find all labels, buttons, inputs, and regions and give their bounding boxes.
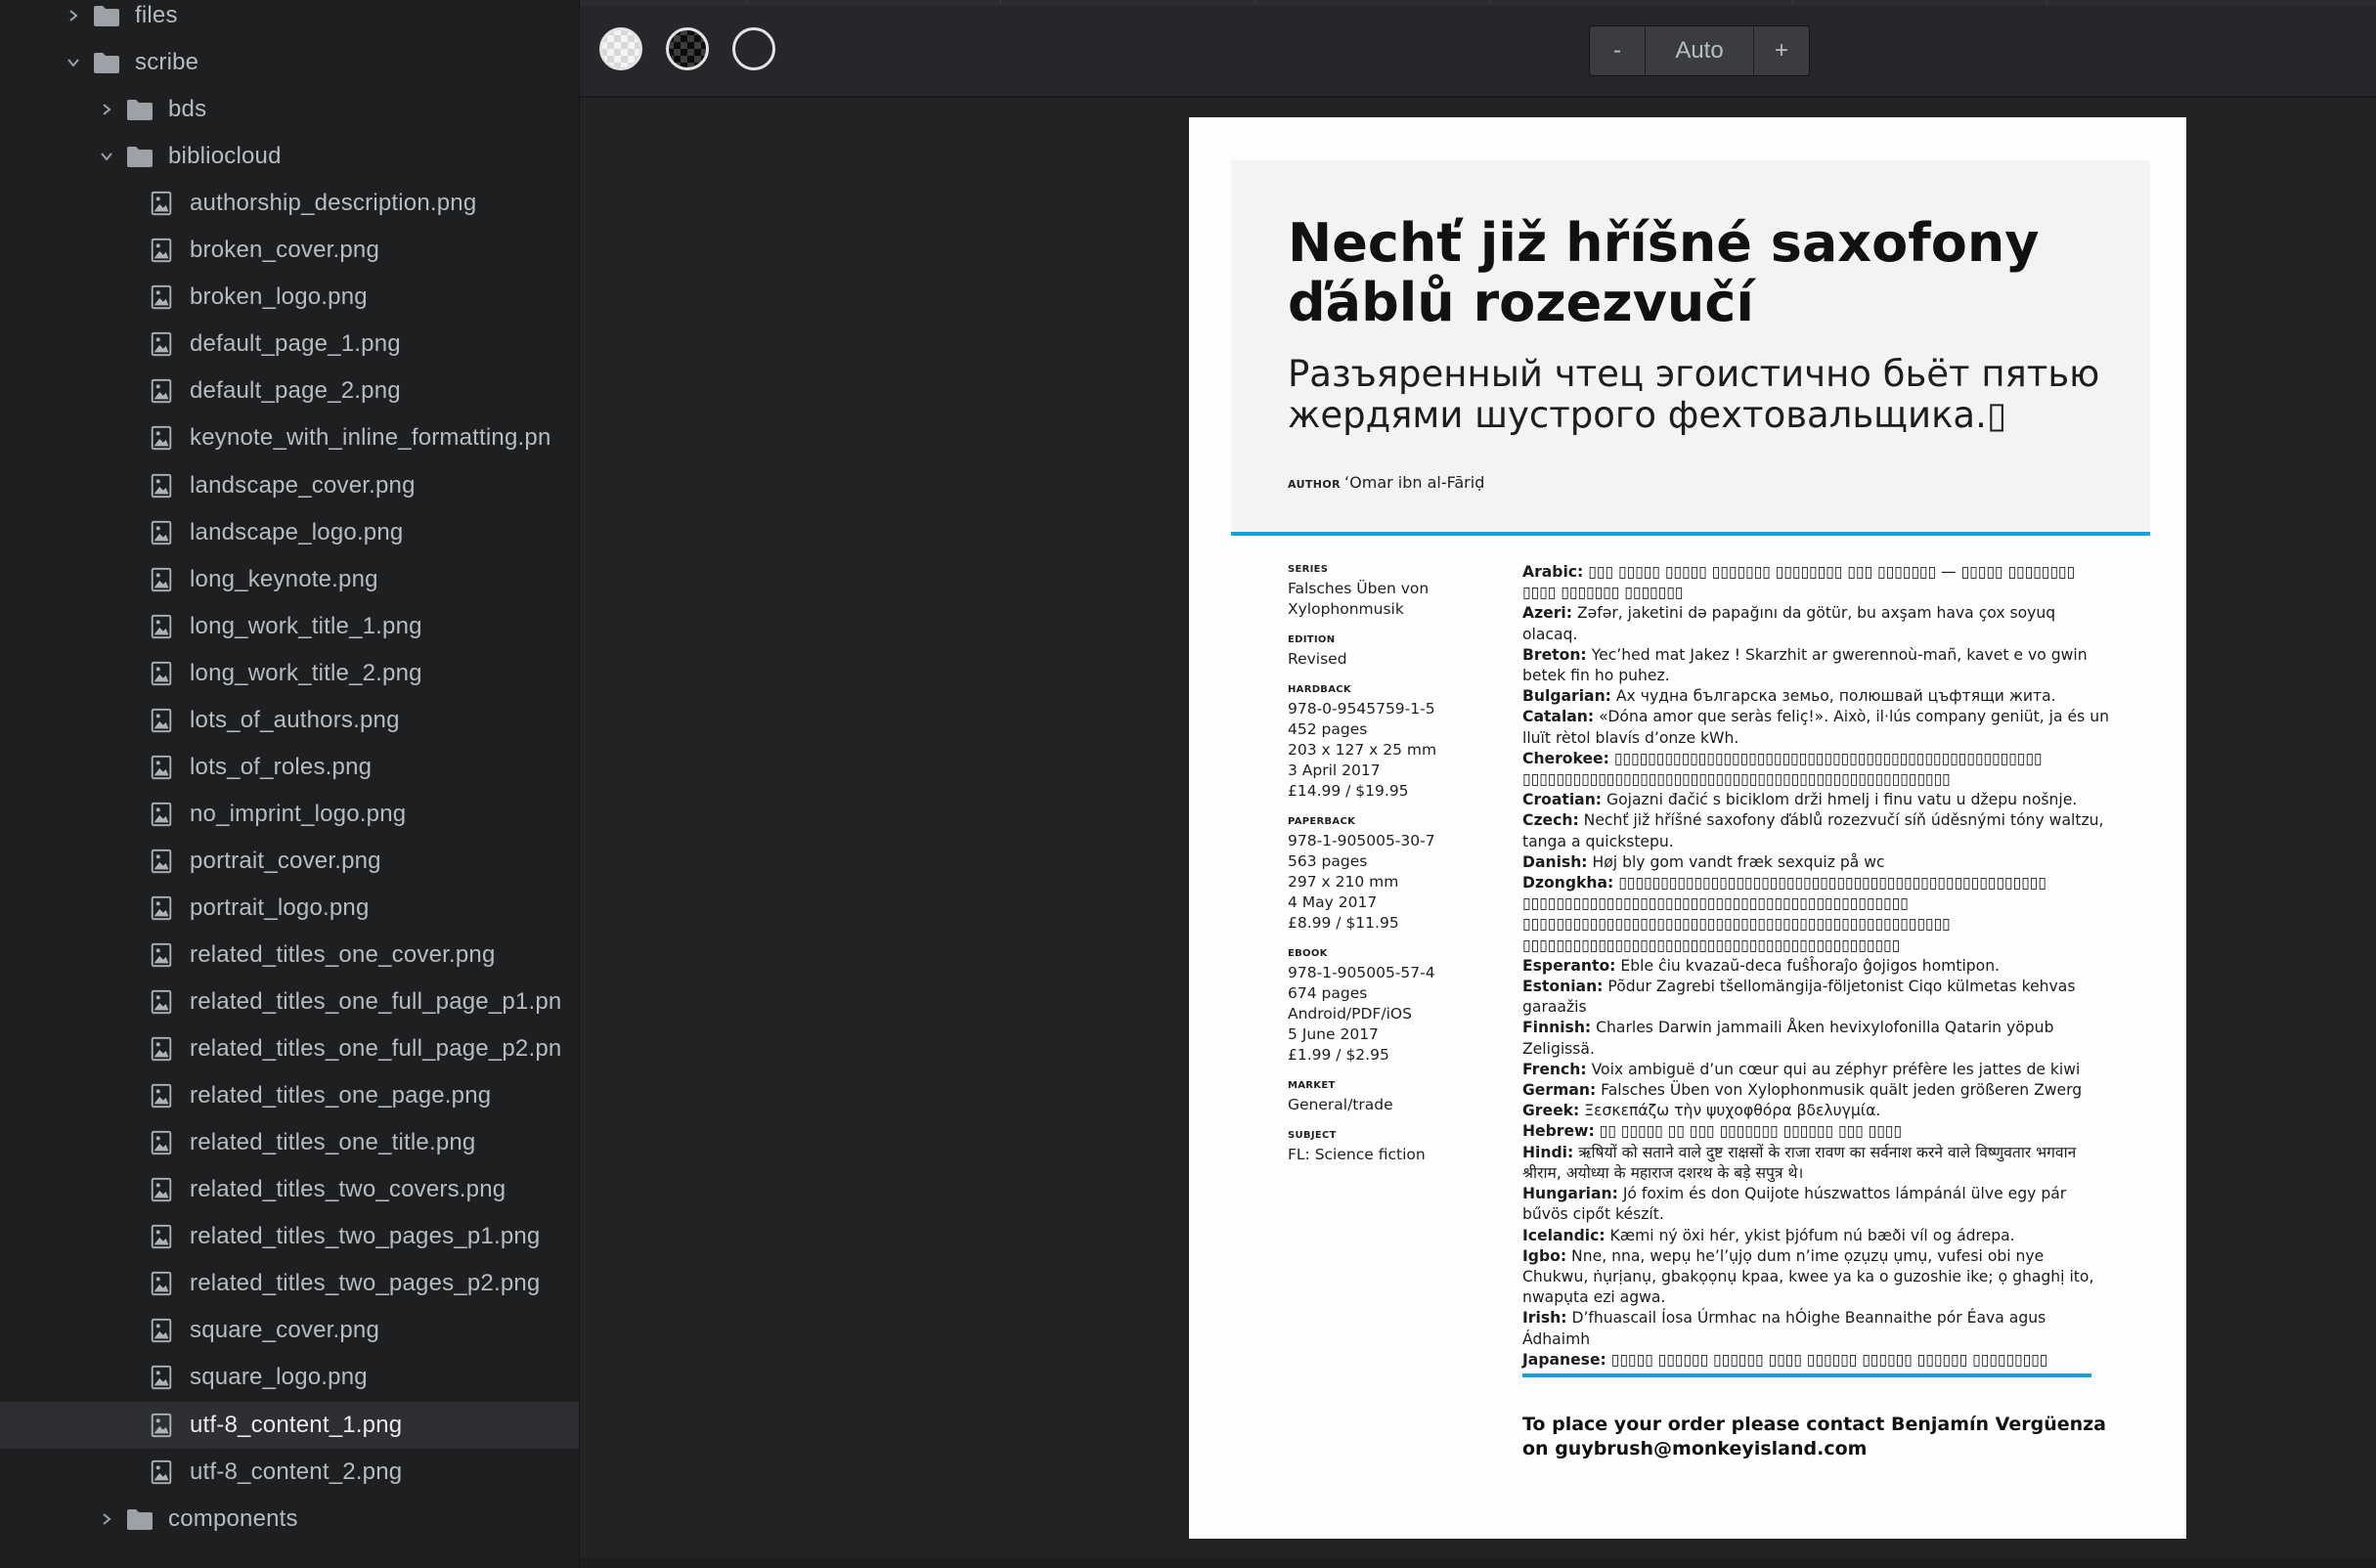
metadata-label: HARDBACK <box>1288 684 1351 695</box>
image-file-icon <box>147 1411 176 1440</box>
image-file-icon <box>147 893 176 923</box>
image-file-icon <box>147 753 176 782</box>
tree-item-label: square_logo.png <box>190 1364 368 1391</box>
author-line <box>1288 473 1484 492</box>
language-sample <box>1522 810 2109 851</box>
metadata-value: 563 pages <box>1288 852 1368 870</box>
language-name: Greek: <box>1522 1102 1580 1120</box>
chevron-right-icon[interactable] <box>65 4 82 27</box>
language-sample <box>1522 1226 2109 1246</box>
language-pangram: ▯▯▯▯▯▯▯▯▯▯▯▯▯▯▯▯▯▯▯▯▯▯▯▯▯▯▯▯▯▯▯▯▯▯▯▯▯▯▯▯▯▯▯▯▯▯▯▯▯▯▯ ▯▯▯▯▯▯▯▯▯▯▯▯▯▯▯▯▯▯▯▯▯▯▯▯▯▯▯▯▯▯▯▯▯▯▯▯▯▯▯▯▯▯▯▯▯▯ ▯▯▯▯▯▯▯▯▯▯▯▯▯▯▯▯▯▯▯▯▯▯▯▯▯▯▯▯▯▯▯▯▯▯▯▯▯▯▯▯▯▯▯▯▯▯▯▯▯▯▯ ▯▯▯▯▯▯▯▯▯▯▯▯▯▯▯▯▯▯▯▯▯▯▯▯▯▯▯▯▯▯▯▯▯▯▯▯▯▯▯▯▯▯▯▯▯ <box>1522 874 2046 954</box>
tab-separator <box>1254 0 1255 5</box>
tab-separator <box>2046 0 2047 5</box>
image-file-icon <box>147 376 176 406</box>
tab-separator <box>1792 0 1793 5</box>
zoom-out-button[interactable]: - <box>1590 26 1645 75</box>
language-pangram: ▯▯▯ ▯▯▯▯▯ ▯▯▯▯▯ ▯▯▯▯▯▯▯ ▯▯▯▯▯▯▯▯ ▯▯▯ ▯▯▯▯▯▯▯ — ▯▯▯▯▯ ▯▯▯▯▯▯▯▯ ▯▯▯▯ ▯▯▯▯▯▯▯ ▯▯▯▯▯▯▯ <box>1522 563 2076 602</box>
tree-folder-scribe[interactable] <box>0 39 579 86</box>
metadata-value: 674 pages <box>1288 984 1368 1002</box>
tree-file-long-keynote-png[interactable] <box>0 556 579 603</box>
image-file-icon <box>147 423 176 453</box>
metadata-value: 4 May 2017 <box>1288 893 1378 911</box>
metadata-value: 3 April 2017 <box>1288 762 1381 779</box>
language-sample <box>1522 707 2109 748</box>
language-name: Hindi: <box>1522 1143 1574 1161</box>
image-file-icon <box>147 659 176 688</box>
tree-file-landscape-cover-png[interactable] <box>0 462 579 509</box>
language-name: Igbo: <box>1522 1246 1567 1265</box>
image-file-icon <box>147 800 176 829</box>
language-sample <box>1522 1121 2109 1142</box>
metadata-block <box>1288 563 1483 620</box>
language-pangram: Zəfər, jaketini də papağını da götür, bu axşam hava çox soyuq olacaq. <box>1522 604 2056 643</box>
previewed-image <box>1189 117 2186 1539</box>
zoom-level-button[interactable]: Auto <box>1645 26 1754 75</box>
tree-file-broken-logo-png[interactable] <box>0 274 579 321</box>
language-name: Breton: <box>1522 645 1587 664</box>
tree-item-label: long_work_title_1.png <box>190 612 422 639</box>
metadata-column <box>1288 563 1483 1179</box>
metadata-block <box>1288 947 1483 1066</box>
image-file-icon <box>147 518 176 547</box>
tree-file-long-work-title-1-png[interactable] <box>0 603 579 650</box>
language-pangram: Høj bly gom vandt fræk sexquiz på wc <box>1592 852 1885 871</box>
tree-file-related-titles-one-cover-png[interactable] <box>0 932 579 979</box>
tree-file-long-work-title-2-png[interactable] <box>0 650 579 697</box>
language-name: Dzongkha: <box>1522 874 1614 893</box>
dark-checkerboard-background-button[interactable] <box>666 27 709 70</box>
chevron-down-icon[interactable] <box>98 145 115 168</box>
language-pangram: Charles Darwin jammaili Åken hevixylofonilla Qatarin yöpub Zeligissä. <box>1522 1019 2054 1058</box>
tree-item-label: related_titles_one_full_page_p1.pn <box>190 988 562 1016</box>
tree-item-label: related_titles_one_title.png <box>190 1129 476 1156</box>
metadata-block <box>1288 633 1483 670</box>
tree-file-related-titles-one-full-page-p1-pn[interactable] <box>0 979 579 1025</box>
language-samples <box>1522 562 2109 1371</box>
folder-icon <box>92 1 121 30</box>
tree-item-label: bibliocloud <box>168 143 282 170</box>
tree-item-label: related_titles_two_pages_p2.png <box>190 1270 541 1297</box>
light-checkerboard-background-button[interactable] <box>599 27 642 70</box>
tree-file-lots-of-roles-png[interactable] <box>0 744 579 791</box>
language-name: Estonian: <box>1522 978 1604 996</box>
language-sample <box>1522 603 2109 644</box>
language-sample <box>1522 645 2109 686</box>
language-sample <box>1522 1246 2109 1309</box>
metadata-value: FL: Science fiction <box>1288 1146 1426 1163</box>
language-pangram: «Dóna amor que seràs feliç!». Això, il·lús company geniüt, ja és un lluït rètol blavís d’onze kWh. <box>1522 708 2109 747</box>
tree-file-lots-of-authors-png[interactable] <box>0 697 579 744</box>
metadata-value: £1.99 / $2.95 <box>1288 1046 1389 1064</box>
language-sample <box>1522 956 2109 977</box>
language-name: Croatian: <box>1522 791 1603 809</box>
language-name: Hungarian: <box>1522 1185 1618 1203</box>
metadata-value: Falsches Üben von <box>1288 580 1430 597</box>
image-file-icon <box>147 847 176 876</box>
language-name: Icelandic: <box>1522 1226 1606 1244</box>
language-name: Finnish: <box>1522 1019 1592 1037</box>
metadata-label: MARKET <box>1288 1080 1336 1091</box>
metadata-value: £8.99 / $11.95 <box>1288 914 1399 932</box>
language-pangram: Yec’hed mat Jakez ! Skarzhit ar gwerennoù-mañ, kavet e vo gwin betek fin ho puhez. <box>1522 645 2088 685</box>
chevron-right-icon[interactable] <box>98 1507 115 1531</box>
language-sample <box>1522 1018 2109 1059</box>
work-subtitle: Разъяренный чтец эгоистично бьёт пятью жердями шустрого фехтовальщика.▯ <box>1288 353 2100 436</box>
tree-item-label: broken_logo.png <box>190 283 368 311</box>
language-pangram: Eble ĉiu kvazaŭ-deca fuŝĥoraĵo ĝojigos homtipon. <box>1620 956 2001 975</box>
metadata-value: 452 pages <box>1288 720 1368 738</box>
image-file-icon <box>147 940 176 970</box>
title-panel <box>1231 160 2150 536</box>
tree-file-default-page-1-png[interactable] <box>0 321 579 368</box>
tree-file-utf-8-content-1-png[interactable] <box>0 1402 579 1449</box>
tree-file-landscape-logo-png[interactable] <box>0 509 579 556</box>
tree-item-label: utf-8_content_1.png <box>190 1411 403 1438</box>
horizontal-scrollbar[interactable] <box>580 1558 2376 1568</box>
language-sample <box>1522 1080 2109 1101</box>
metadata-block <box>1288 1129 1483 1165</box>
metadata-value: 978-1-905005-57-4 <box>1288 964 1435 981</box>
language-sample <box>1522 873 2109 956</box>
tree-item-label: authorship_description.png <box>190 190 477 217</box>
tree-item-label: portrait_logo.png <box>190 893 370 921</box>
tree-item-label: files <box>135 2 178 28</box>
tree-item-label: bds <box>168 96 207 123</box>
image-preview-pane <box>580 0 2376 1568</box>
language-sample <box>1522 1350 2109 1371</box>
metadata-value: 203 x 127 x 25 mm <box>1288 741 1437 759</box>
tree-file-related-titles-two-pages-p2-png[interactable] <box>0 1260 579 1307</box>
tree-file-related-titles-one-full-page-p2-pn[interactable] <box>0 1025 579 1072</box>
folder-icon <box>125 142 154 171</box>
tree-file-keynote-with-inline-formatting-pn[interactable] <box>0 414 579 461</box>
language-sample <box>1522 686 2109 707</box>
tree-item-label: utf-8_content_2.png <box>190 1458 403 1485</box>
folder-icon <box>125 1504 154 1534</box>
image-file-icon <box>147 189 176 218</box>
tree-file-no-imprint-logo-png[interactable] <box>0 791 579 838</box>
language-pangram: ▯▯▯▯▯▯▯▯▯▯▯▯▯▯▯▯▯▯▯▯▯▯▯▯▯▯▯▯▯▯▯▯▯▯▯▯▯▯▯▯▯▯▯▯▯▯▯▯▯▯▯ ▯▯▯▯▯▯▯▯▯▯▯▯▯▯▯▯▯▯▯▯▯▯▯▯▯▯▯▯▯▯▯▯▯▯▯▯▯▯▯▯▯▯▯▯▯▯▯▯▯▯▯ <box>1522 749 2043 789</box>
language-pangram: Põdur Zagrebi tšellomängija-följetonist Ciqo külmetas kehvas garaažis <box>1522 978 2076 1017</box>
image-file-icon <box>147 471 176 501</box>
tree-file-related-titles-one-title-png[interactable] <box>0 1119 579 1166</box>
image-file-icon <box>147 283 176 312</box>
folder-icon <box>92 48 121 77</box>
tree-item-label: portrait_cover.png <box>190 847 381 874</box>
image-file-icon <box>147 1222 176 1251</box>
tree-file-utf-8-content-2-png[interactable] <box>0 1449 579 1496</box>
tree-folder-files[interactable] <box>0 0 579 39</box>
chevron-down-icon[interactable] <box>65 51 82 74</box>
language-pangram: Nechť již hříšné saxofony ďáblů rozezvučí síň úděsnými tóny waltzu, tanga a quickstepu. <box>1522 811 2104 850</box>
language-sample <box>1522 562 2109 603</box>
tree-file-related-titles-two-pages-p1-png[interactable] <box>0 1213 579 1260</box>
language-name: Azeri: <box>1522 604 1572 623</box>
image-file-icon <box>147 1363 176 1392</box>
tree-item-label: landscape_logo.png <box>190 518 404 545</box>
file-tree-sidebar <box>0 0 580 1568</box>
tree-file-portrait-logo-png[interactable] <box>0 885 579 932</box>
language-name: Bulgarian: <box>1522 687 1611 706</box>
tab-separator <box>746 0 747 5</box>
tree-file-related-titles-one-page-png[interactable] <box>0 1072 579 1119</box>
contact-divider <box>1522 1373 2091 1377</box>
language-pangram: ऋषियों को सताने वाले दुष्ट राक्षसों के राजा रावण का सर्वनाश करने वाले विष्णुवतार भगवान श्रीराम, अयोध्या के महाराज दशरथ के बड़े सपुत्र थे। <box>1522 1143 2077 1182</box>
transparent-background-button[interactable] <box>732 27 775 70</box>
tree-item-label: default_page_1.png <box>190 330 401 358</box>
metadata-label: EDITION <box>1288 634 1336 645</box>
image-file-icon <box>147 236 176 265</box>
language-sample <box>1522 852 2109 873</box>
tab-separator <box>1000 0 1001 5</box>
image-file-icon <box>147 706 176 735</box>
image-file-icon <box>147 1034 176 1064</box>
metadata-block <box>1288 1079 1483 1115</box>
tree-item-label: lots_of_authors.png <box>190 706 400 733</box>
image-file-icon <box>147 1269 176 1298</box>
metadata-label: SERIES <box>1288 564 1329 575</box>
zoom-in-button[interactable]: + <box>1754 26 1809 75</box>
tree-item-label: related_titles_two_pages_p1.png <box>190 1223 541 1250</box>
language-name: Esperanto: <box>1522 956 1616 975</box>
work-title: Nechť již hříšné saxofony ďáblů rozezvučí <box>1288 212 2040 333</box>
tree-file-authorship-description-png[interactable] <box>0 180 579 227</box>
language-pangram: Jó foxim és don Quijote húszwattos lámpánál ülve egy pár bűvös cipőt készít. <box>1522 1185 2067 1224</box>
language-pangram: ▯▯▯▯▯ ▯▯▯▯▯▯ ▯▯▯▯▯▯ ▯▯▯▯ ▯▯▯▯▯▯ ▯▯▯▯▯▯ ▯▯▯▯▯▯ ▯▯▯▯▯▯▯▯▯ <box>1610 1350 2048 1369</box>
language-sample <box>1522 1184 2109 1225</box>
language-sample <box>1522 1060 2109 1080</box>
tree-file-default-page-2-png[interactable] <box>0 368 579 414</box>
tree-folder-bds[interactable] <box>0 86 579 133</box>
metadata-label: SUBJECT <box>1288 1130 1337 1141</box>
language-pangram: Kæmi ný öxi hér, ykist þjófum nú bæði víl og ádrepa. <box>1609 1226 2015 1244</box>
author-label: AUTHOR <box>1288 478 1342 491</box>
language-name: Japanese: <box>1522 1350 1606 1369</box>
tree-file-portrait-cover-png[interactable] <box>0 838 579 885</box>
tree-item-label: related_titles_one_full_page_p2.pn <box>190 1035 562 1063</box>
tab-separator <box>1489 0 1490 5</box>
language-name: Czech: <box>1522 811 1579 830</box>
metadata-value: £14.99 / $19.95 <box>1288 782 1409 800</box>
metadata-value: 5 June 2017 <box>1288 1025 1379 1043</box>
metadata-value: 978-0-9545759-1-5 <box>1288 700 1435 718</box>
language-sample <box>1522 1308 2109 1349</box>
metadata-value: Revised <box>1288 650 1347 668</box>
tree-file-square-cover-png[interactable] <box>0 1307 579 1354</box>
tree-item-label: scribe <box>135 49 199 76</box>
tree-item-label: broken_cover.png <box>190 237 380 264</box>
tree-folder-components[interactable] <box>0 1496 579 1543</box>
metadata-label: EBOOK <box>1288 948 1328 959</box>
metadata-value: 297 x 210 mm <box>1288 873 1399 891</box>
metadata-block <box>1288 815 1483 934</box>
zoom-control <box>1589 25 1810 76</box>
language-pangram: Nne, nna, wepụ he’l’ụjọ dum n’ime ọzụzụ ụmụ, vufesi obi nye Chukwu, ṅụrịanụ, gbakọọnụ kpaa, kwee ya ka o guzoshie ike; ọ ghaghị ito, nwapụta ezi agwa. <box>1522 1246 2094 1307</box>
language-name: Irish: <box>1522 1309 1567 1328</box>
image-file-icon <box>147 612 176 641</box>
language-name: Arabic: <box>1522 563 1584 581</box>
language-pangram: Ξεσκεπάζω τὴν ψυχοφθόρα βδελυγμία. <box>1584 1102 1881 1120</box>
image-file-icon <box>147 1458 176 1487</box>
image-file-icon <box>147 987 176 1017</box>
language-sample <box>1522 790 2109 810</box>
image-file-icon <box>147 1175 176 1204</box>
language-name: Hebrew: <box>1522 1122 1595 1141</box>
tree-item-label: related_titles_one_cover.png <box>190 941 496 968</box>
language-pangram: Falsches Üben von Xylophonmusik quält jeden größeren Zwerg <box>1601 1081 2083 1100</box>
metadata-value: General/trade <box>1288 1096 1393 1113</box>
tree-item-label: related_titles_one_page.png <box>190 1082 492 1110</box>
language-pangram: D’fhuascail Íosa Úrmhac na hÓighe Beannaithe pór Éava agus Ádhaimh <box>1522 1309 2046 1348</box>
author-name: ʻOmar ibn al-Fāriḍ <box>1344 473 1485 492</box>
metadata-label: PAPERBACK <box>1288 816 1356 827</box>
image-file-icon <box>147 329 176 359</box>
language-name: French: <box>1522 1060 1587 1078</box>
tree-item-label: square_cover.png <box>190 1317 380 1344</box>
tree-file-related-titles-two-covers-png[interactable] <box>0 1166 579 1213</box>
language-pangram: Gojazni đačić s biciklom drži hmelj i finu vatu u džepu nošnje. <box>1606 791 2078 809</box>
tree-item-label: keynote_with_inline_formatting.pn <box>190 424 551 452</box>
image-file-icon <box>147 565 176 594</box>
language-name: Danish: <box>1522 852 1588 871</box>
language-sample <box>1522 749 2109 790</box>
language-sample <box>1522 977 2109 1018</box>
tree-item-label: lots_of_roles.png <box>190 753 373 780</box>
order-contact: To place your order please contact Benjamín Vergüenza on guybrush@monkeyisland.com <box>1522 1414 2107 1459</box>
tree-item-label: long_work_title_2.png <box>190 659 422 686</box>
metadata-block <box>1288 683 1483 802</box>
image-file-icon <box>147 1316 176 1345</box>
tree-item-label: long_keynote.png <box>190 565 378 592</box>
tree-file-square-logo-png[interactable] <box>0 1354 579 1401</box>
language-sample <box>1522 1101 2109 1121</box>
language-sample <box>1522 1143 2109 1184</box>
folder-icon <box>125 95 154 124</box>
language-pangram: Ах чудна българска земьо, полюшвай цъфтящи жита. <box>1615 687 2056 706</box>
language-name: German: <box>1522 1081 1597 1100</box>
metadata-value: 978-1-905005-30-7 <box>1288 832 1435 849</box>
language-name: Cherokee: <box>1522 749 1609 767</box>
chevron-right-icon[interactable] <box>98 98 115 121</box>
tree-file-broken-cover-png[interactable] <box>0 227 579 274</box>
language-pangram: Voix ambiguë d’un cœur qui au zéphyr préfère les jattes de kiwi <box>1591 1060 2081 1078</box>
tree-item-label: default_page_2.png <box>190 377 401 405</box>
tree-folder-bibliocloud[interactable] <box>0 133 579 180</box>
tree-item-label: related_titles_two_covers.png <box>190 1176 506 1203</box>
language-name: Catalan: <box>1522 708 1595 726</box>
tree-item-label: no_imprint_logo.png <box>190 800 407 827</box>
language-pangram: ▯▯ ▯▯▯▯▯ ▯▯ ▯▯▯ ▯▯▯▯▯▯▯ ▯▯▯▯▯▯ ▯▯▯ ▯▯▯▯ <box>1599 1122 1902 1141</box>
image-file-icon <box>147 1128 176 1157</box>
metadata-value: Xylophonmusik <box>1288 600 1404 618</box>
tree-item-label: components <box>168 1504 298 1532</box>
image-file-icon <box>147 1081 176 1111</box>
preview-toolbar <box>580 6 2376 98</box>
tree-item-label: landscape_cover.png <box>190 471 416 499</box>
metadata-value: Android/PDF/iOS <box>1288 1005 1412 1023</box>
